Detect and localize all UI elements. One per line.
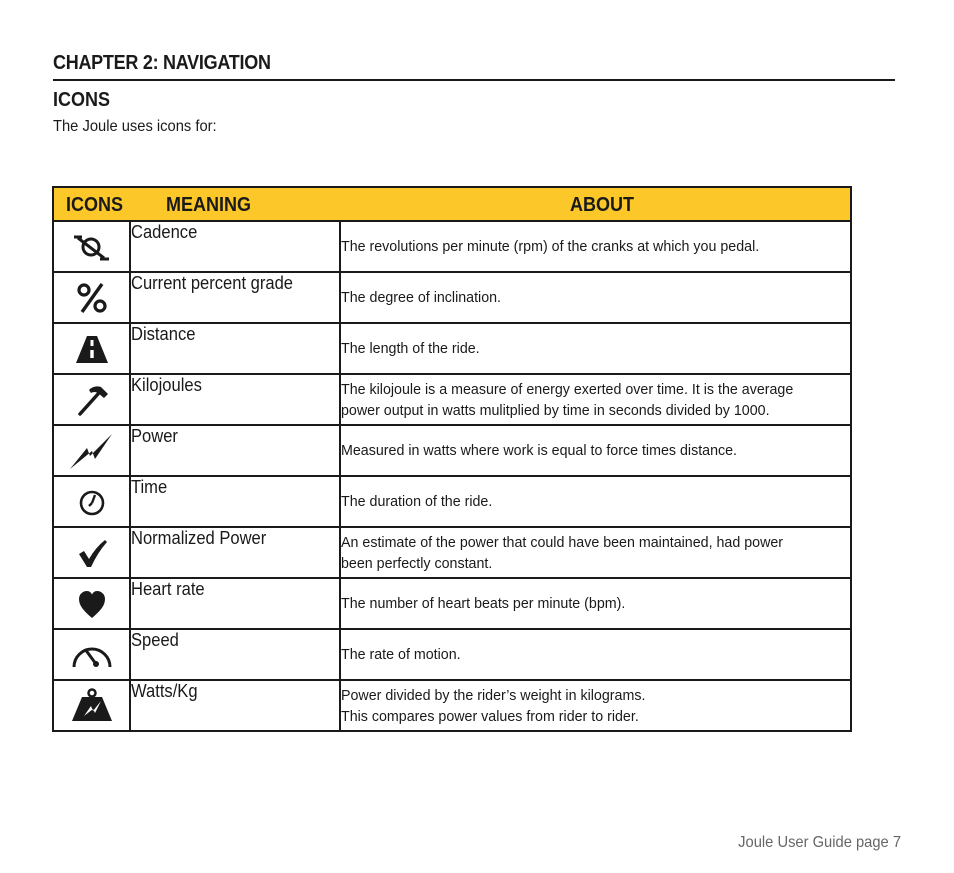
weight-bolt-icon bbox=[70, 687, 114, 725]
table-row bbox=[53, 221, 851, 272]
table-row bbox=[53, 476, 851, 527]
table-row bbox=[53, 578, 851, 629]
about-power: Measured in watts where work is equal to force times distance. bbox=[341, 442, 738, 459]
cadence-icon bbox=[72, 229, 112, 265]
meaning-normalized-power: Normalized Power bbox=[131, 528, 267, 548]
chapter-title: CHAPTER 2: NAVIGATION bbox=[53, 52, 271, 74]
table-header-row bbox=[53, 187, 851, 221]
table-row bbox=[53, 425, 851, 476]
about-percent-grade: The degree of inclination. bbox=[341, 289, 502, 306]
about-heart-rate: The number of heart beats per minute (bpm). bbox=[341, 595, 626, 612]
about-normalized-power-line1: An estimate of the power that could have been maintained, had power bbox=[341, 533, 784, 551]
about-speed: The rate of motion. bbox=[341, 646, 461, 663]
about-watts-per-kg-line2: This compares power values from rider to rider. bbox=[341, 707, 639, 725]
about-cadence: The revolutions per minute (rpm) of the cranks at which you pedal. bbox=[341, 238, 760, 255]
table-row bbox=[53, 629, 851, 680]
heart-icon bbox=[74, 586, 110, 622]
table-row bbox=[53, 527, 851, 578]
meaning-distance: Distance bbox=[131, 324, 196, 344]
meaning-watts-per-kg: Watts/Kg bbox=[131, 681, 198, 701]
about-normalized-power-line2: been perfectly constant. bbox=[341, 554, 493, 572]
table-header bbox=[53, 187, 851, 221]
about-kilojoules-line2: power output in watts mulitplied by time in seconds divided by 1000. bbox=[341, 401, 770, 419]
about-distance: The length of the ride. bbox=[341, 340, 480, 357]
chapter-divider bbox=[53, 79, 895, 81]
header-icons: ICONS bbox=[66, 194, 124, 216]
section-title: ICONS bbox=[53, 89, 111, 111]
clock-icon bbox=[74, 484, 110, 520]
lightning-bolt-icon bbox=[68, 431, 116, 471]
header-meaning: MEANING bbox=[166, 194, 252, 216]
about-kilojoules-line1: The kilojoule is a measure of energy exerted over time. It is the average bbox=[341, 380, 794, 398]
intro-text: The Joule uses icons for: bbox=[53, 118, 217, 135]
header-about: ABOUT bbox=[570, 194, 634, 216]
meaning-cadence: Cadence bbox=[131, 222, 198, 242]
checkmark-icon bbox=[74, 535, 110, 571]
table-row bbox=[53, 680, 851, 731]
table-row bbox=[53, 272, 851, 323]
speedometer-icon bbox=[70, 637, 114, 673]
meaning-time: Time bbox=[131, 477, 168, 497]
distance-road-icon bbox=[74, 331, 110, 367]
table-row bbox=[53, 374, 851, 425]
meaning-heart-rate: Heart rate bbox=[131, 579, 205, 599]
meaning-kilojoules: Kilojoules bbox=[131, 375, 202, 395]
meaning-percent-grade: Current percent grade bbox=[131, 273, 294, 293]
page-footer: Joule User Guide page 7 bbox=[738, 834, 901, 851]
about-watts-per-kg-line1: Power divided by the rider’s weight in kilograms. bbox=[341, 686, 646, 704]
about-time: The duration of the ride. bbox=[341, 493, 493, 510]
meaning-power: Power bbox=[131, 426, 178, 446]
table-row bbox=[53, 323, 851, 374]
icons-table bbox=[52, 186, 852, 732]
meaning-speed: Speed bbox=[131, 630, 179, 650]
percent-grade-icon bbox=[74, 280, 110, 316]
hammer-icon bbox=[74, 382, 110, 418]
